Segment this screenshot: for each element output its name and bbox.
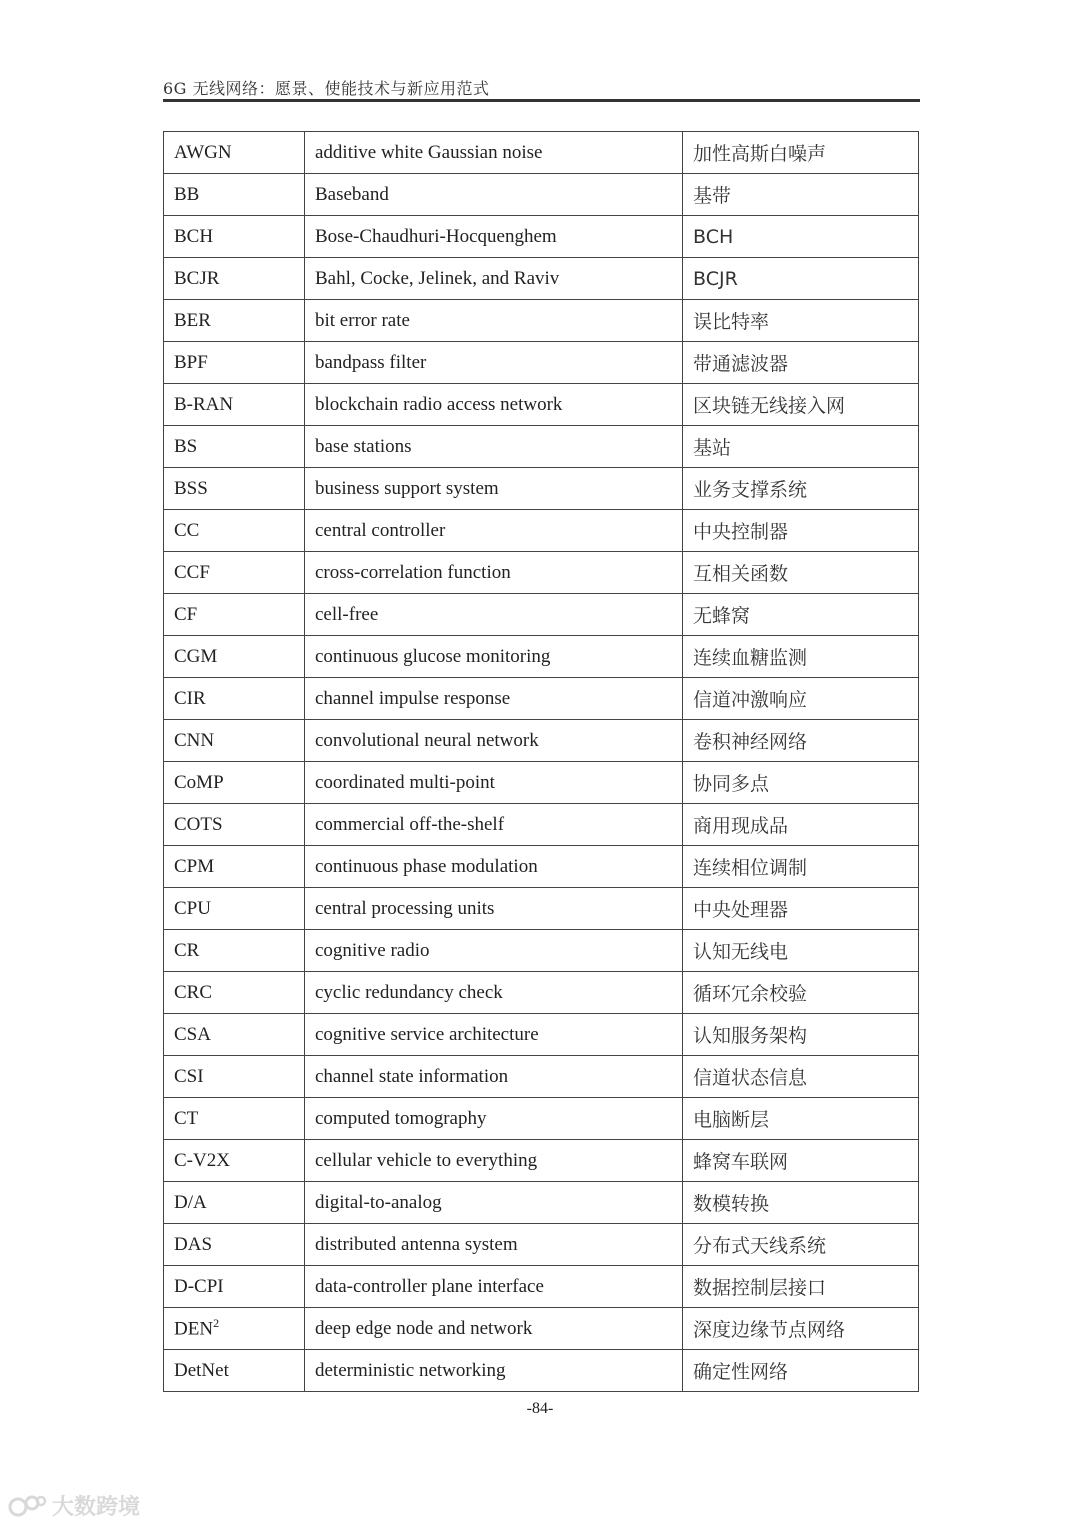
abbreviation-cell — [164, 888, 305, 930]
abbreviation-cell — [164, 1308, 305, 1350]
chinese-term-cell: 中央处理器 — [683, 888, 919, 930]
table-row — [164, 1014, 919, 1056]
table-row — [164, 636, 919, 678]
chinese-term-cell: 无蜂窝 — [683, 594, 919, 636]
watermark-logo-icon — [8, 1493, 48, 1519]
abbreviation-text: CSA — [174, 1023, 211, 1045]
abbreviation-cell — [164, 930, 305, 972]
english-term-cell: coordinated multi-point — [305, 762, 683, 804]
english-term-cell: deep edge node and network — [305, 1308, 683, 1350]
abbreviation-text: BCH — [174, 225, 214, 247]
english-term-cell: Bose-Chaudhuri-Hocquenghem — [305, 216, 683, 258]
chinese-term-cell: 电脑断层 — [683, 1098, 919, 1140]
table-row — [164, 132, 919, 174]
glossary-body — [164, 132, 919, 1392]
page-number: -84- — [526, 1400, 554, 1417]
table-row — [164, 216, 919, 258]
table-row — [164, 300, 919, 342]
abbreviation-text: COTS — [174, 813, 223, 835]
table-row — [164, 594, 919, 636]
table-row — [164, 804, 919, 846]
chinese-term-cell: 连续血糖监测 — [683, 636, 919, 678]
abbreviation-cell — [164, 846, 305, 888]
chinese-term-cell: 协同多点 — [683, 762, 919, 804]
table-row — [164, 1056, 919, 1098]
abbreviation-text: CPM — [174, 855, 215, 877]
chinese-term-cell: 区块链无线接入网 — [683, 384, 919, 426]
abbreviation-cell — [164, 384, 305, 426]
abbreviation-cell — [164, 1350, 305, 1392]
chinese-term-cell: 基带 — [683, 174, 919, 216]
abbreviation-text: CF — [174, 603, 198, 625]
watermark-text: 大数跨境 — [52, 1495, 141, 1520]
chinese-term-cell: 卷积神经网络 — [683, 720, 919, 762]
chinese-term-cell: 基站 — [683, 426, 919, 468]
english-term-cell: Bahl, Cocke, Jelinek, and Raviv — [305, 258, 683, 300]
abbreviation-text: CT — [174, 1107, 199, 1129]
english-term-cell: business support system — [305, 468, 683, 510]
abbreviation-cell — [164, 426, 305, 468]
table-row — [164, 384, 919, 426]
abbreviation-cell — [164, 720, 305, 762]
abbreviation-text: BPF — [174, 351, 208, 373]
chinese-term-cell: 中央控制器 — [683, 510, 919, 552]
abbreviation-text: DAS — [174, 1233, 213, 1255]
abbreviation-cell — [164, 1266, 305, 1308]
chinese-term-cell: 业务支撑系统 — [683, 468, 919, 510]
chinese-term-cell: 连续相位调制 — [683, 846, 919, 888]
chinese-term-cell: 互相关函数 — [683, 552, 919, 594]
watermark — [8, 1490, 140, 1521]
abbreviation-cell — [164, 678, 305, 720]
chinese-term-cell: BCJR — [683, 258, 919, 300]
chinese-term-cell: 认知服务架构 — [683, 1014, 919, 1056]
table-row — [164, 468, 919, 510]
english-term-cell: additive white Gaussian noise — [305, 132, 683, 174]
chinese-term-cell: 加性高斯白噪声 — [683, 132, 919, 174]
abbreviation-text: CSI — [174, 1065, 204, 1087]
abbreviation-text: DetNet — [174, 1359, 229, 1381]
abbreviation-text: CR — [174, 939, 200, 961]
abbreviation-cell — [164, 1056, 305, 1098]
chinese-term-cell: 信道状态信息 — [683, 1056, 919, 1098]
table-row — [164, 930, 919, 972]
english-term-cell: cyclic redundancy check — [305, 972, 683, 1014]
table-row — [164, 510, 919, 552]
english-term-cell: cognitive radio — [305, 930, 683, 972]
chinese-term-cell: 商用现成品 — [683, 804, 919, 846]
english-term-cell: bit error rate — [305, 300, 683, 342]
abbreviation-cell — [164, 468, 305, 510]
abbreviation-cell — [164, 762, 305, 804]
table-row — [164, 552, 919, 594]
english-term-cell: channel impulse response — [305, 678, 683, 720]
abbreviation-cell — [164, 1224, 305, 1266]
abbreviation-text: BER — [174, 309, 211, 331]
header-rule — [163, 99, 920, 102]
english-term-cell: central controller — [305, 510, 683, 552]
abbreviation-cell — [164, 510, 305, 552]
abbreviation-text: CC — [174, 519, 200, 541]
abbreviation-cell — [164, 216, 305, 258]
abbreviation-cell — [164, 342, 305, 384]
chinese-term-cell: 深度边缘节点网络 — [683, 1308, 919, 1350]
abbreviation-cell — [164, 636, 305, 678]
abbreviation-cell — [164, 300, 305, 342]
abbreviation-cell — [164, 804, 305, 846]
table-row — [164, 1308, 919, 1350]
abbreviation-text: CPU — [174, 897, 211, 919]
table-row — [164, 972, 919, 1014]
abbreviation-text: C-V2X — [174, 1149, 230, 1171]
table-row — [164, 174, 919, 216]
english-term-cell: distributed antenna system — [305, 1224, 683, 1266]
table-row — [164, 720, 919, 762]
chinese-term-cell: 数模转换 — [683, 1182, 919, 1224]
chinese-term-cell: 误比特率 — [683, 300, 919, 342]
table-row — [164, 342, 919, 384]
abbreviation-text: CNN — [174, 729, 215, 751]
abbreviation-superscript: 2 — [213, 1316, 220, 1331]
abbreviation-text: D/A — [174, 1191, 207, 1213]
english-term-cell: continuous phase modulation — [305, 846, 683, 888]
table-row — [164, 426, 919, 468]
table-row — [164, 846, 919, 888]
abbreviation-text: CRC — [174, 981, 213, 1003]
chinese-term-cell: 确定性网络 — [683, 1350, 919, 1392]
chinese-term-cell: 带通滤波器 — [683, 342, 919, 384]
table-row — [164, 1182, 919, 1224]
table-row — [164, 258, 919, 300]
glossary-table — [163, 131, 919, 1392]
table-row — [164, 1266, 919, 1308]
chinese-term-cell: 蜂窝车联网 — [683, 1140, 919, 1182]
table-row — [164, 1140, 919, 1182]
english-term-cell: data-controller plane interface — [305, 1266, 683, 1308]
abbreviation-text: BCJR — [174, 267, 220, 289]
table-row — [164, 888, 919, 930]
abbreviation-cell — [164, 552, 305, 594]
english-term-cell: cellular vehicle to everything — [305, 1140, 683, 1182]
abbreviation-cell — [164, 174, 305, 216]
english-term-cell: blockchain radio access network — [305, 384, 683, 426]
abbreviation-cell — [164, 1098, 305, 1140]
english-term-cell: convolutional neural network — [305, 720, 683, 762]
abbreviation-cell — [164, 258, 305, 300]
chinese-term-cell: 认知无线电 — [683, 930, 919, 972]
abbreviation-text: DEN — [174, 1318, 214, 1340]
english-term-cell: channel state information — [305, 1056, 683, 1098]
abbreviation-text: BB — [174, 183, 200, 205]
chinese-term-cell: 信道冲激响应 — [683, 678, 919, 720]
english-term-cell: cognitive service architecture — [305, 1014, 683, 1056]
english-term-cell: Baseband — [305, 174, 683, 216]
abbreviation-cell — [164, 1182, 305, 1224]
chinese-term-cell: 数据控制层接口 — [683, 1266, 919, 1308]
table-row — [164, 1098, 919, 1140]
abbreviation-text: B-RAN — [174, 393, 234, 415]
abbreviation-cell — [164, 972, 305, 1014]
abbreviation-text: AWGN — [174, 141, 232, 163]
english-term-cell: central processing units — [305, 888, 683, 930]
table-row — [164, 1350, 919, 1392]
chinese-term-cell: 分布式天线系统 — [683, 1224, 919, 1266]
abbreviation-text: BSS — [174, 477, 208, 499]
abbreviation-text: CoMP — [174, 771, 224, 793]
english-term-cell: digital-to-analog — [305, 1182, 683, 1224]
abbreviation-text: D-CPI — [174, 1275, 224, 1297]
abbreviation-text: BS — [174, 435, 198, 457]
table-row — [164, 762, 919, 804]
abbreviation-text: CCF — [174, 561, 210, 583]
chinese-term-cell: BCH — [683, 216, 919, 258]
table-row — [164, 678, 919, 720]
abbreviation-cell — [164, 1140, 305, 1182]
chinese-term-cell: 循环冗余校验 — [683, 972, 919, 1014]
english-term-cell: deterministic networking — [305, 1350, 683, 1392]
english-term-cell: cross-correlation function — [305, 552, 683, 594]
abbreviation-text: CGM — [174, 645, 218, 667]
running-header: 6G 无线网络：愿景、使能技术与新应用范式 — [163, 79, 490, 98]
english-term-cell: continuous glucose monitoring — [305, 636, 683, 678]
english-term-cell: computed tomography — [305, 1098, 683, 1140]
english-term-cell: bandpass filter — [305, 342, 683, 384]
abbreviation-cell — [164, 132, 305, 174]
english-term-cell: base stations — [305, 426, 683, 468]
abbreviation-cell — [164, 1014, 305, 1056]
table-row — [164, 1224, 919, 1266]
abbreviation-text: CIR — [174, 687, 206, 709]
english-term-cell: cell-free — [305, 594, 683, 636]
english-term-cell: commercial off-the-shelf — [305, 804, 683, 846]
abbreviation-cell — [164, 594, 305, 636]
